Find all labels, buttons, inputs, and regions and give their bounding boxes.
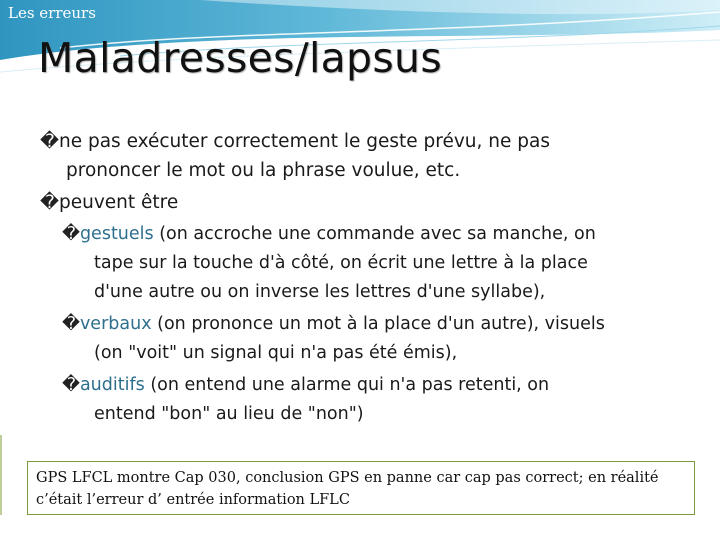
bullet-item-1 [40, 127, 700, 156]
subitem-text: (on prononce un mot à la place d'un autre), visuels [151, 314, 605, 334]
subitem-text: (on accroche une commande avec sa manche, on [153, 224, 596, 244]
subitem-gestuels-continued: tape sur la touche d'à côté, on écrit une lettre à la place [94, 253, 588, 273]
term-verbaux: verbaux [79, 314, 152, 334]
bullet-glyph-icon: � [62, 314, 80, 334]
bullet-text: peuvent être [58, 192, 179, 213]
term-auditifs: auditifs [79, 375, 145, 395]
footer-line-1: GPS LFCL montre Cap 030, conclusion GPS en panne car cap pas correct; en réalité [36, 470, 659, 486]
bullet-glyph-icon: � [62, 375, 80, 395]
bullet-glyph-icon: � [40, 131, 59, 152]
subitem-auditifs-continued: entend "bon" au lieu de "non") [94, 404, 364, 424]
subitem-text: (on entend une alarme qui n'a pas retenti, on [144, 375, 550, 395]
bullet-text: ne pas exécuter correctement le geste prévu, ne pas [58, 131, 550, 152]
footer-note-box [27, 461, 695, 515]
left-rule-decoration [0, 435, 2, 515]
section-header: Les erreurs [8, 4, 96, 22]
footer-line-2: c’était l’erreur d’ entrée information LFLC [36, 492, 350, 508]
slide-content [40, 127, 700, 429]
subitem-verbaux-continued: (on "voit" un signal qui n'a pas été émis), [94, 343, 458, 363]
bullet-item-1-continued: prononcer le mot ou la phrase voulue, etc. [66, 160, 461, 181]
bullet-item-2 [40, 188, 700, 217]
subitem-gestuels-continued: d'une autre ou on inverse les lettres d'une syllabe), [94, 282, 546, 302]
subitem-auditifs [40, 371, 700, 400]
subitem-gestuels [40, 220, 700, 249]
bullet-glyph-icon: � [40, 192, 59, 213]
slide-title: Maladresses/lapsus [38, 34, 442, 82]
bullet-glyph-icon: � [62, 224, 80, 244]
term-gestuels: gestuels [79, 224, 154, 244]
subitem-verbaux [40, 310, 700, 339]
